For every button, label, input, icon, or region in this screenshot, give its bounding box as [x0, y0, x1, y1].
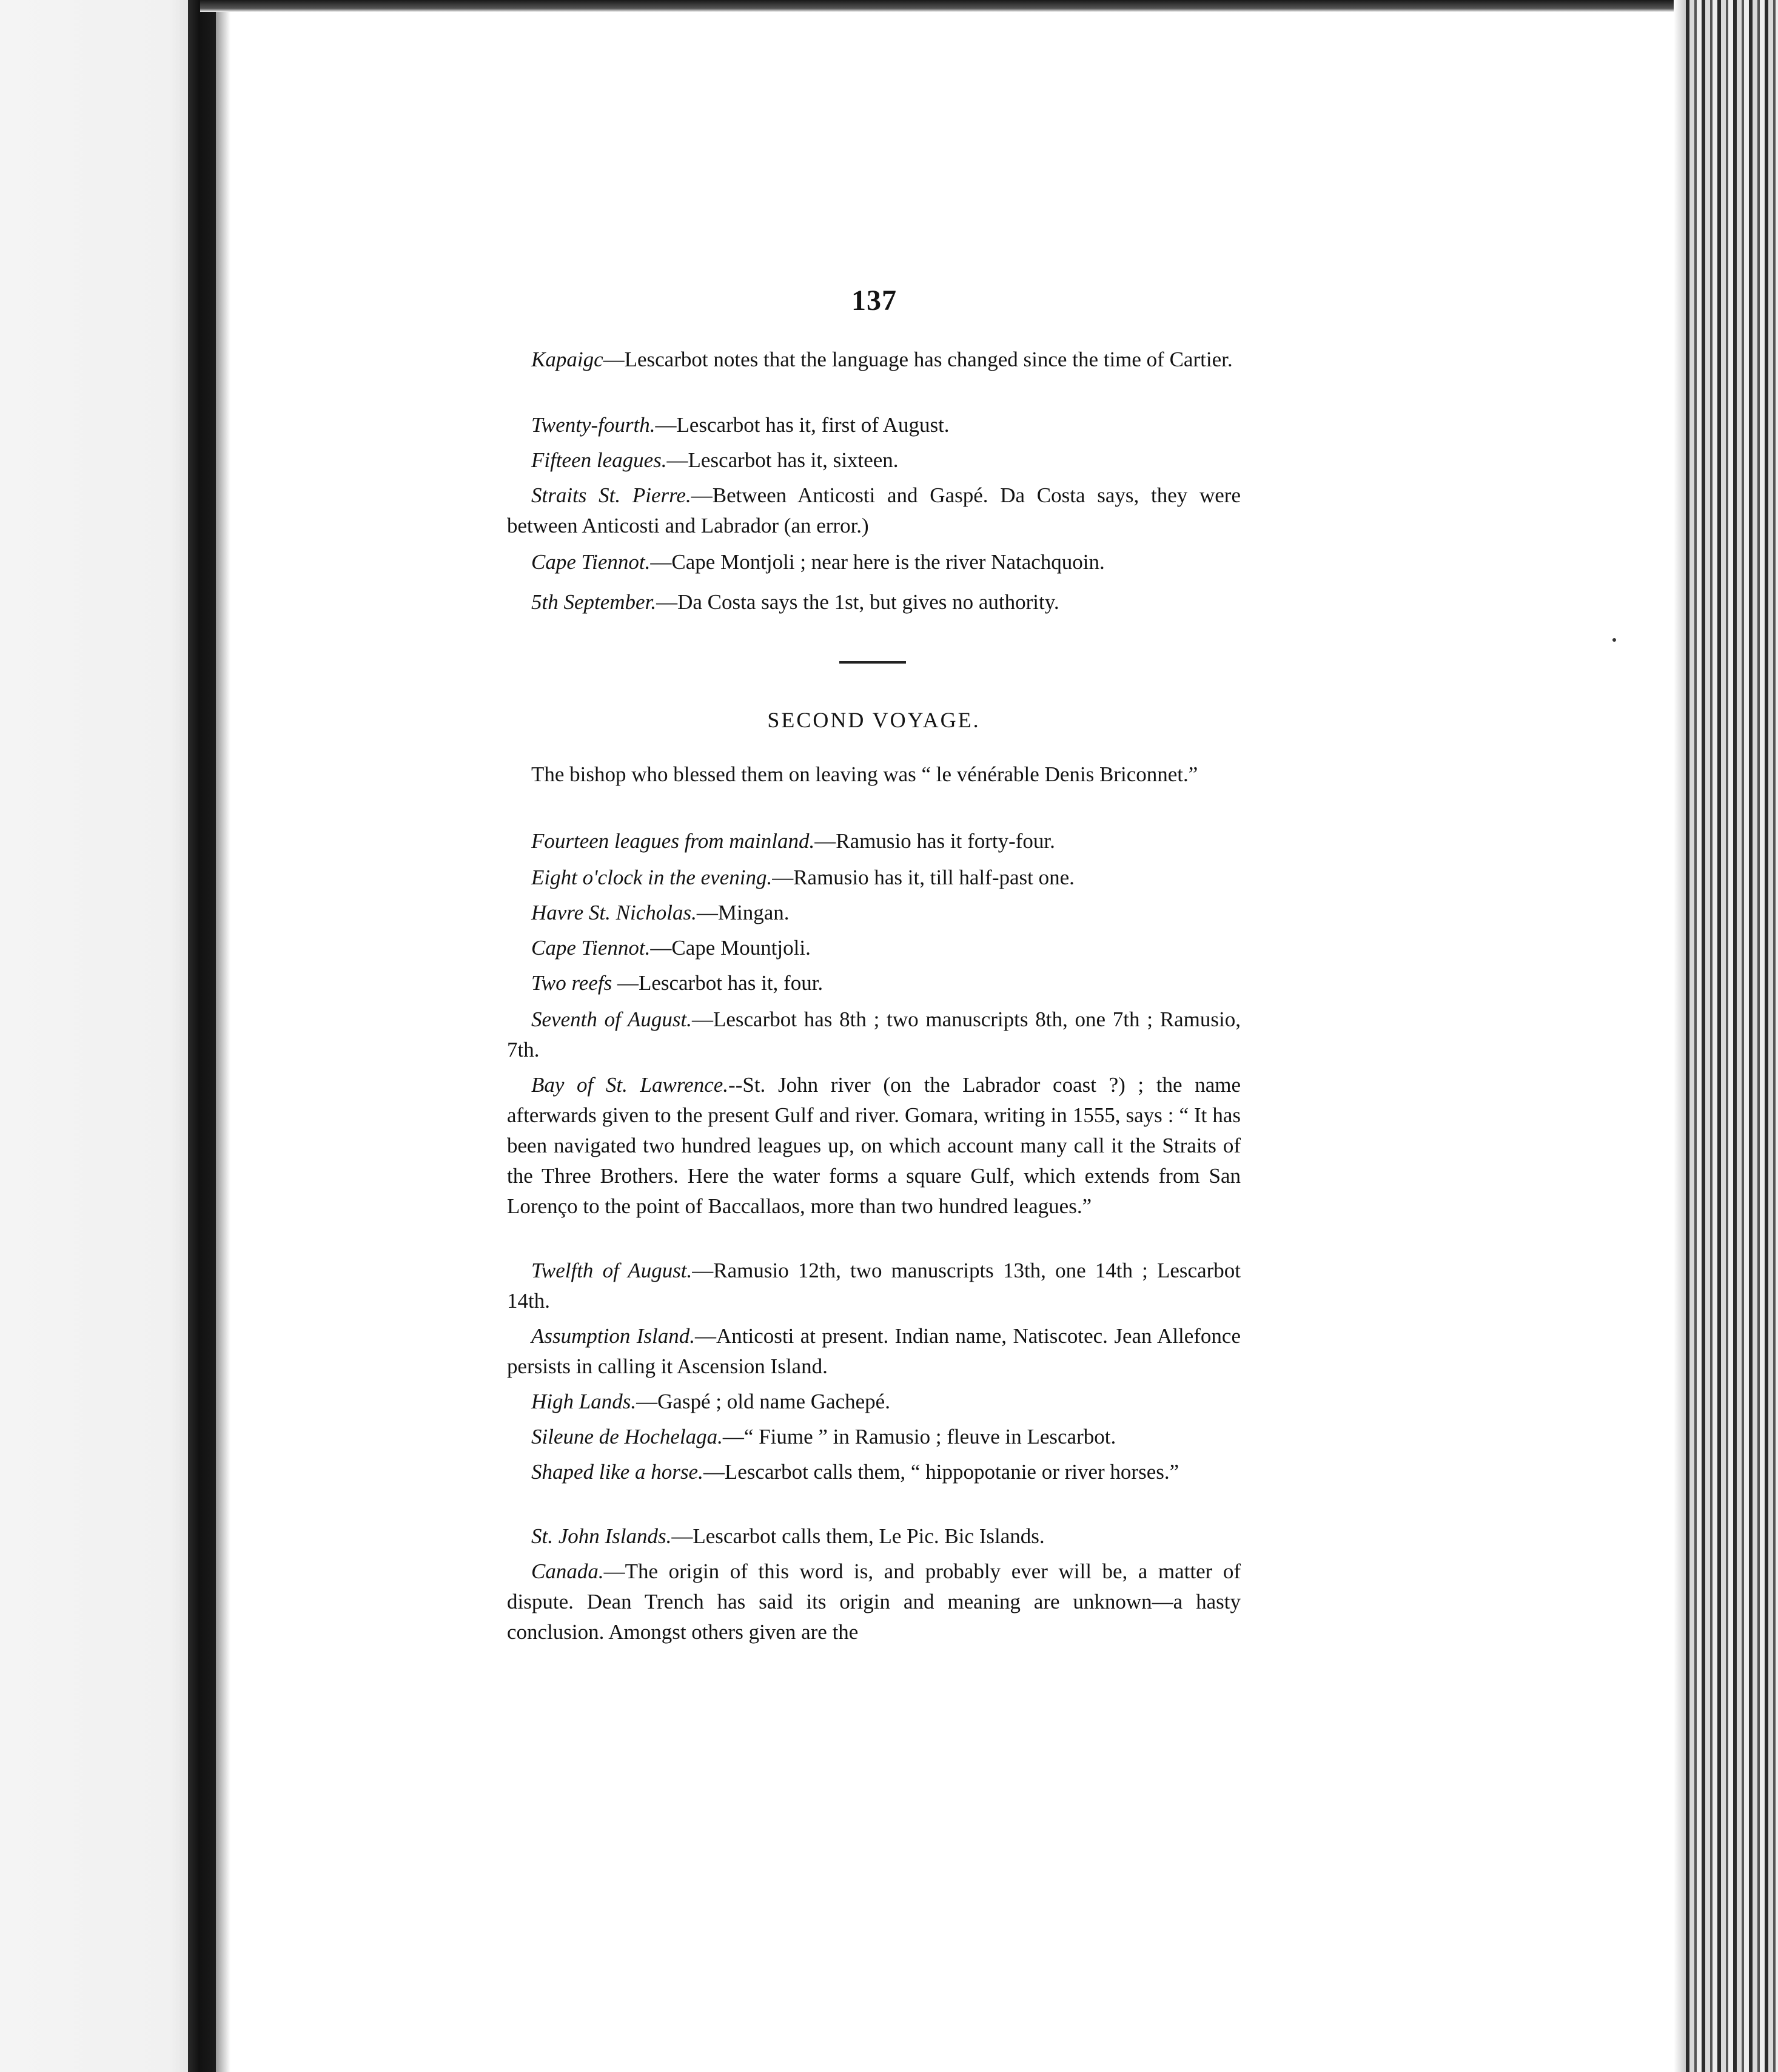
note-text: —Ramusio 12th, two manuscripts 13th, one 14th ; Lescarbot 14th. [507, 1259, 1241, 1313]
note-text: —Lescarbot calls them, “ hippopotanie or river horses.” [703, 1460, 1179, 1484]
note-text: —Between Anticosti and Gaspé. Da Costa says, they were between Anticosti and Labrador (an error.) [507, 483, 1241, 537]
note-lead: Shaped like a horse. [531, 1460, 703, 1484]
note-lead: Eight o'clock in the evening. [531, 866, 773, 889]
note-entry [507, 410, 1241, 440]
note-lead: Twelfth of August. [531, 1259, 693, 1282]
note-text: —Ramusio has it forty-four. [814, 829, 1055, 853]
note-lead: Seventh of August. [531, 1007, 692, 1031]
section-heading: SECOND VOYAGE. [767, 708, 981, 732]
note-entry [507, 445, 1241, 476]
note-lead: Straits St. Pierre. [531, 483, 691, 507]
gutter-shadow [216, 0, 230, 2072]
note-text: —Ramusio has it, till half-past one. [772, 866, 1075, 889]
note-text: —Lescarbot calls them, Le Pic. Bic Islands. [671, 1524, 1045, 1548]
note-entry [507, 933, 1241, 963]
note-lead: Fifteen leagues. [531, 448, 667, 472]
note-entry [507, 547, 1241, 577]
section-divider [839, 661, 906, 664]
book-page-stack-edge [1686, 0, 1778, 2072]
note-lead: Assumption Island. [531, 1324, 696, 1348]
note-entry [507, 480, 1241, 541]
note-lead: Two reefs [531, 971, 612, 995]
note-entry [507, 863, 1241, 893]
note-lead: St. John Islands. [531, 1524, 672, 1548]
note-lead: Fourteen leagues from mainland. [531, 829, 815, 853]
note-entry [507, 826, 1241, 856]
note-entry [507, 1422, 1241, 1452]
note-entry [507, 1556, 1241, 1647]
note-entry [507, 1070, 1241, 1222]
note-lead: Cape Tiennot. [531, 936, 651, 960]
note-entry [507, 1521, 1241, 1552]
note-entry [507, 898, 1241, 928]
note-lead: Canada. [531, 1559, 604, 1583]
note-text: —Cape Mountjoli. [650, 936, 811, 960]
note-text: —Cape Montjoli ; near here is the river Natachquoin. [650, 550, 1105, 574]
note-entry [507, 1321, 1241, 1382]
note-text: —Lescarbot notes that the language has changed since the time of Cartier. [603, 348, 1233, 371]
note-entry [507, 1004, 1241, 1065]
note-text: —Lescarbot has it, first of August. [655, 413, 950, 437]
page-number: 137 [851, 284, 897, 317]
note-text: —Mingan. [696, 901, 790, 924]
note-entry [507, 1256, 1241, 1316]
note-lead: Twenty-fourth. [531, 413, 656, 437]
scan-top-border [200, 0, 1698, 12]
note-text: —Da Costa says the 1st, but gives no authority. [656, 590, 1059, 614]
note-entry [507, 1387, 1241, 1417]
note-text: —Anticosti at present. Indian name, Natiscotec. Jean Allefonce persists in calling it Ascension Island. [507, 1324, 1241, 1378]
note-text: —Lescarbot has 8th ; two manuscripts 8th, one 7th ; Ramusio, 7th. [507, 1007, 1241, 1061]
note-entry [507, 1457, 1241, 1487]
note-lead: Bay of St. Lawrence. [531, 1073, 729, 1097]
note-text: The bishop who blessed them on leaving was “ le vénérable Denis Briconnet.” [531, 762, 1198, 786]
scan-speck [1612, 638, 1616, 642]
note-entry [507, 587, 1241, 617]
book-gutter [188, 0, 216, 2072]
note-lead: Kapaigc [531, 348, 603, 371]
note-entry [507, 968, 1241, 998]
note-lead: Havre St. Nicholas. [531, 901, 697, 924]
note-text: --St. John river (on the Labrador coast ?) ; the name afterwards given to the present Gulf and river. Gomara, writing in 1555, says : “ It has been navigated two hundred leagues up, on which account many call it the Straits of the Three Brothers. Here the water forms a square Gulf, which extends from San Lorenço to the point of Baccallaos, more than two hundred leagues.” [507, 1073, 1241, 1218]
note-entry [507, 759, 1241, 790]
note-text: —The origin of this word is, and probably ever will be, a matter of dispute. Dean Trench has said its origin and meaning are unknown—a hasty conclusion. Amongst others given are the [507, 1559, 1241, 1644]
note-lead: Cape Tiennot. [531, 550, 651, 574]
note-lead: High Lands. [531, 1390, 637, 1413]
note-lead: 5th September. [531, 590, 657, 614]
note-text: —Lescarbot has it, sixteen. [666, 448, 899, 472]
note-text: —Lescarbot has it, four. [612, 971, 824, 995]
note-lead: Sileune de Hochelaga. [531, 1425, 723, 1448]
note-entry [507, 345, 1241, 375]
note-text: —Gaspé ; old name Gachepé. [636, 1390, 890, 1413]
note-text: —“ Fiume ” in Ramusio ; fleuve in Lescarbot. [722, 1425, 1116, 1448]
facing-page-edge [0, 0, 188, 2072]
